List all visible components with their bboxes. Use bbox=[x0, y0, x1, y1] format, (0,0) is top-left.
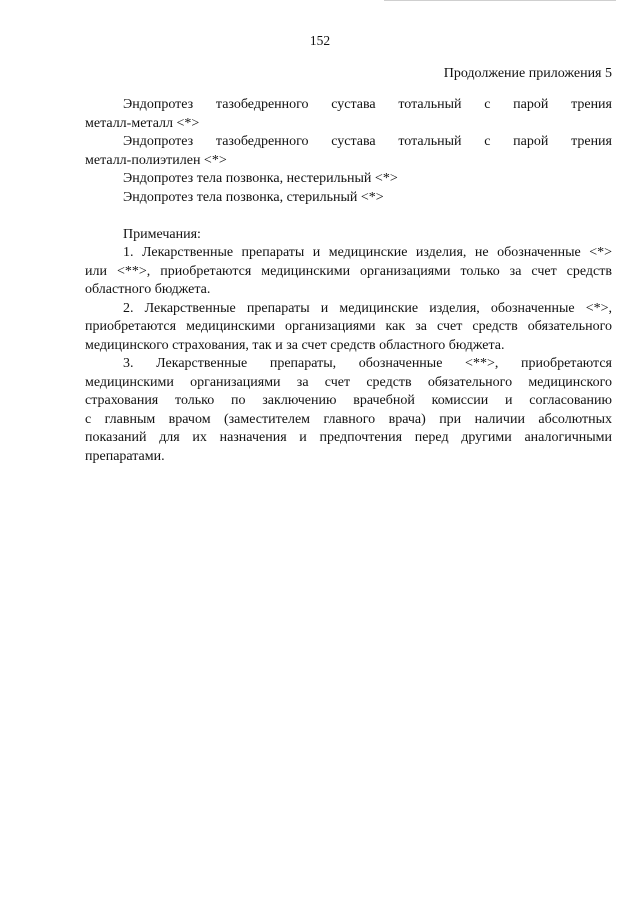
note-line: 2. Лекарственные препараты и медицинские изделия, обозначенные <*>, bbox=[123, 300, 612, 316]
note-line: показаний для их назначения и предпочтения перед другими аналогичными bbox=[85, 430, 612, 445]
notes-section bbox=[85, 226, 612, 467]
item-line: Эндопротез тела позвонка, нестерильный <*> bbox=[123, 171, 398, 186]
list-item bbox=[85, 170, 612, 189]
item-line: Эндопротез тазобедренного сустава тотальный с парой трения bbox=[123, 97, 612, 112]
top-edge-rule bbox=[384, 0, 616, 1]
page-number: 152 bbox=[309, 33, 331, 48]
appendix-continuation-label: Продолжение приложения 5 bbox=[443, 66, 612, 81]
note-line: препаратами. bbox=[85, 448, 165, 464]
list-item bbox=[85, 189, 612, 208]
note-line: 1. Лекарственные препараты и медицинские изделия, не обозначенные <*> bbox=[123, 245, 612, 260]
note-line: медицинского страхования, так и за счет средств областного бюджета. bbox=[85, 337, 505, 353]
note-line: приобретаются медицинскими организациями как за счет средств обязательного bbox=[85, 319, 612, 334]
item-list bbox=[85, 96, 612, 207]
note-line: 3. Лекарственные препараты, обозначенные <**>, приобретаются bbox=[123, 356, 612, 371]
note-paragraph bbox=[85, 355, 612, 466]
note-paragraph bbox=[85, 300, 612, 356]
item-line: металл-полиэтилен <*> bbox=[85, 152, 227, 168]
list-item bbox=[85, 133, 612, 170]
note-line: или <**>, приобретаются медицинскими организациями только за счет средств bbox=[85, 263, 612, 279]
notes-heading: Примечания: bbox=[123, 226, 201, 242]
item-line: металл-металл <*> bbox=[85, 115, 200, 131]
note-line: медицинскими организациями за счет средств обязательного медицинского bbox=[85, 374, 612, 390]
item-line: Эндопротез тела позвонка, стерильный <*> bbox=[123, 189, 384, 205]
note-line: областного бюджета. bbox=[85, 282, 211, 297]
document-body bbox=[85, 96, 612, 466]
note-line: страхования только по заключению врачебной комиссии и согласованию bbox=[85, 393, 612, 408]
note-line: с главным врачом (заместителем главного врача) при наличии абсолютных bbox=[85, 411, 612, 427]
list-item bbox=[85, 96, 612, 133]
item-line: Эндопротез тазобедренного сустава тотальный с парой трения bbox=[123, 134, 612, 149]
section-spacer bbox=[85, 207, 612, 226]
note-paragraph bbox=[85, 244, 612, 300]
